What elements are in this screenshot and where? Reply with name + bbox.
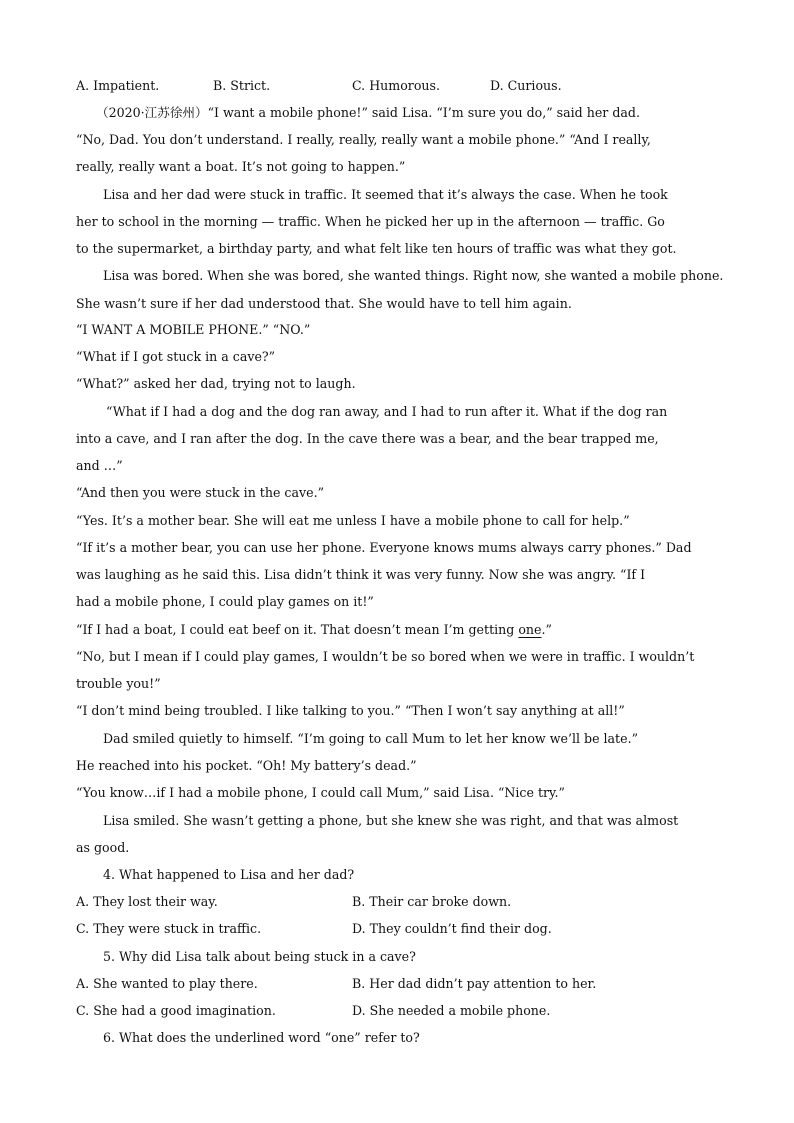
question-stem: 5. Why did Lisa talk about being stuck in a cave? (103, 949, 416, 964)
passage-line: her to school in the morning — traffic. When he picked her up in the afternoon — traffic. Go (76, 214, 665, 229)
passage-line: “What if I had a dog and the dog ran away, and I had to run after it. What if the dog ran (106, 404, 668, 419)
passage-line: She wasn’t sure if her dad understood that. She would have to tell him again. (76, 296, 572, 311)
passage-line: into a cave, and I ran after the dog. In the cave there was a bear, and the bear trapped me, (76, 431, 659, 446)
passage-line: “I WANT A MOBILE PHONE.” “NO.” (76, 322, 311, 337)
option-d: D. Curious. (490, 78, 562, 93)
passage-line: “What if I got stuck in a cave?” (76, 349, 276, 364)
option-b: B. Their car broke down. (352, 894, 512, 909)
option-d: D. They couldn’t find their dog. (352, 921, 552, 936)
passage-line: Lisa smiled. She wasn’t getting a phone, but she knew she was right, and that was almost (103, 813, 679, 828)
passage-line: “You know…if I had a mobile phone, I could call Mum,” said Lisa. “Nice try.” (76, 785, 565, 800)
question-stem: 6. What does the underlined word “one” refer to? (103, 1030, 420, 1045)
option-c: C. Humorous. (352, 78, 440, 93)
option-a: A. She wanted to play there. (76, 976, 258, 991)
passage-line: He reached into his pocket. “Oh! My battery’s dead.” (76, 758, 417, 773)
passage-line: “No, Dad. You don’t understand. I really, really, really want a mobile phone.” “And I really, (76, 132, 651, 147)
option-a: A. They lost their way. (76, 894, 218, 909)
passage-line: “No, but I mean if I could play games, I wouldn’t be so bored when we were in traffic. I wouldn’t (76, 649, 695, 664)
passage-line: was laughing as he said this. Lisa didn’t think it was very funny. Now she was angry. “If I (76, 567, 646, 582)
option-c: C. They were stuck in traffic. (76, 921, 262, 936)
passage-line: Lisa was bored. When she was bored, she wanted things. Right now, she wanted a mobile phone. (103, 268, 724, 283)
passage-line: Dad smiled quietly to himself. “I’m going to call Mum to let her know we’ll be late.” (103, 731, 639, 746)
option-d: D. She needed a mobile phone. (352, 1003, 551, 1018)
passage-line: had a mobile phone, I could play games on it!” (76, 594, 374, 609)
passage-line: “What?” asked her dad, trying not to laugh. (76, 376, 356, 391)
passage-line: “And then you were stuck in the cave.” (76, 485, 325, 500)
passage-line: “Yes. It’s a mother bear. She will eat me unless I have a mobile phone to call for help.” (76, 513, 630, 528)
passage-line: and …” (76, 458, 123, 473)
passage-line: trouble you!” (76, 676, 161, 691)
passage-line (76, 620, 720, 640)
passage-line: Lisa and her dad were stuck in traffic. It seemed that it’s always the case. When he took (103, 187, 668, 202)
passage-line: to the supermarket, a birthday party, and what felt like ten hours of traffic was what they got. (76, 241, 677, 256)
option-b: B. Strict. (213, 78, 271, 93)
passage-line: “If it’s a mother bear, you can use her phone. Everyone knows mums always carry phones.” Dad (76, 540, 692, 555)
option-b: B. Her dad didn’t pay attention to her. (352, 976, 597, 991)
passage-line: “I don’t mind being troubled. I like talking to you.” “Then I won’t say anything at all!” (76, 703, 625, 718)
underlined-word-one: one (518, 622, 542, 637)
question-stem: 4. What happened to Lisa and her dad? (103, 867, 355, 882)
passage-line: really, really want a boat. It’s not going to happen.” (76, 159, 406, 174)
passage-line: as good. (76, 840, 130, 855)
passage-text: “If I had a boat, I could eat beef on it. That doesn’t mean I’m getting (76, 622, 519, 637)
passage-text: .” (541, 622, 552, 637)
option-a: A. Impatient. (76, 78, 160, 93)
option-c: C. She had a good imagination. (76, 1003, 276, 1018)
passage-line: （2020·江苏徐州）“I want a mobile phone!” said Lisa. “I’m sure you do,” said her dad. (96, 105, 640, 120)
